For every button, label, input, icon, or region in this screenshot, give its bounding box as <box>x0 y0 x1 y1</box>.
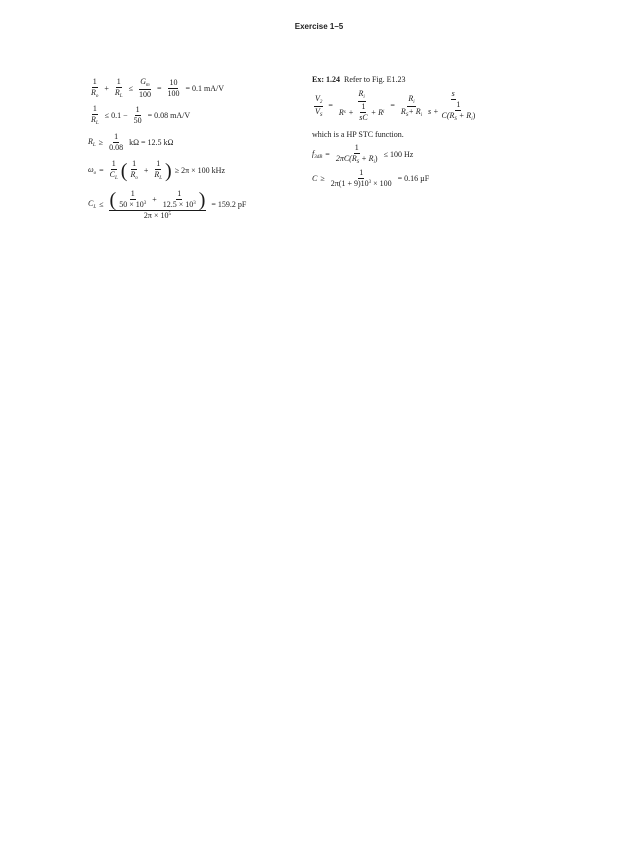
equation-f3db: $f_{3dB}$ = $\frac{1}{2\pi C(R_S + R_i)}$ ≤ 100 Hz <box>312 143 414 165</box>
equation-result: = 0.08 mA/V <box>147 110 191 120</box>
equation-result: = 159.2 pF <box>211 200 247 209</box>
fraction-1-over-50: $\frac{1}{50}$ <box>133 105 142 125</box>
equation-1-over-rl: $\frac{1}{R_L}$ ≤ 0.1 − $\frac{1}{50}$ = 0.08 mA/V <box>91 104 191 126</box>
equation-cl: $C_L$ ≤ ( $\frac{1}{50 \times 10^3}$ + $\frac{1}{12.5 \times 10^3}$ ) $2\pi \times 10^5$ = 159.2 pF <box>88 188 247 220</box>
equation-result: ≤ 100 Hz <box>383 149 414 159</box>
fraction-1-over-sc: $\frac{1}{sC}$ <box>359 102 368 122</box>
equation-transfer-function: $\frac{V_2}{V_S}$ = $R_i$ R s + $\frac{1}{sC}$ + R i = $\frac{R_i}{R_S+ R_i}$ s s + $\frac{1}{C(R_S + R_i)}$ <box>312 90 481 122</box>
fraction-ri-over-rs-1sc-ri: $R_i$ R s + $\frac{1}{sC}$ + R i <box>338 89 385 122</box>
fraction-1-over-rl: $\frac{1}{R_L}$ <box>154 159 163 181</box>
equation-omega: $\omega_o$ = $\frac{1}{C_L}$ ( $\frac{1}{R_o}$ + $\frac{1}{R_L}$ ) ≥ 2π × 100 kHz <box>88 159 225 182</box>
equation-result: = 0.1 mA/V <box>185 83 224 93</box>
fraction-s-over-s-plus: s s + $\frac{1}{C(R_S + R_i)}$ <box>428 89 476 122</box>
fraction-10-over-100: $\frac{10}{100}$ <box>167 78 180 98</box>
fraction-1-over-ro: $\frac{1}{R_o}$ <box>130 159 138 181</box>
equation-rl: $R_L$ ≥ $\frac{1}{0.08}$ kΩ = 12.5 kΩ <box>88 132 174 152</box>
fraction-f3db: $\frac{1}{2\pi C(R_S + R_i)}$ <box>335 143 378 165</box>
equation-result: kΩ = 12.5 kΩ <box>129 137 174 147</box>
fraction-cl-bound: ( $\frac{1}{50 \times 10^3}$ + $\frac{1}{12.5 \times 10^3}$ ) $2\pi \times 10^5$ <box>109 188 206 220</box>
fraction-1-over-12-5e3: $\frac{1}{12.5 \times 10^3}$ <box>162 189 196 209</box>
equation-result: = 0.16 µF <box>397 173 430 183</box>
statement-text: which is a HP STC function. <box>312 130 404 139</box>
equation-c-bound: C ≥ $\frac{1}{2\pi(1 + 9)10^3 \times 100}$ = 0.16 µF <box>312 168 430 188</box>
page-header: Exercise 1–5 <box>294 22 344 31</box>
fraction-1-over-c-rs-ri: $\frac{1}{C(R_S + R_i)}$ <box>441 100 476 122</box>
equation-conductance: $\frac{1}{R_o}$ + $\frac{1}{R_L}$ ≤ $\frac{G_m}{100}$ = $\frac{10}{100}$ = 0.1 mA/V <box>91 77 224 99</box>
fraction-gm-over-100: $\frac{G_m}{100}$ <box>138 77 151 99</box>
fraction-1-over-ro: $\frac{1}{R_o}$ <box>91 77 99 99</box>
exercise-title: Ex: 1.24 Refer to Fig. E1.23 <box>312 75 406 84</box>
fraction-1-over-50e3: $\frac{1}{50 \times 10^3}$ <box>119 189 147 209</box>
fraction-1-over-rl: $\frac{1}{R_L}$ <box>91 104 99 126</box>
fraction-1-over-cl: $\frac{1}{C_L}$ <box>109 159 118 181</box>
fraction-1-over-rl: $\frac{1}{R_L}$ <box>114 77 123 99</box>
equation-result: ≥ 2π × 100 kHz <box>174 165 225 175</box>
fraction-1-over-0-08: $\frac{1}{0.08}$ <box>109 132 124 152</box>
fraction-v2-over-vs: $\frac{V_2}{V_S}$ <box>315 93 323 118</box>
fraction-c-bound: $\frac{1}{2\pi(1 + 9)10^3 \times 100}$ <box>330 168 392 188</box>
fraction-ri-over-rs-ri: $\frac{R_i}{R_S+ R_i}$ <box>400 93 422 118</box>
